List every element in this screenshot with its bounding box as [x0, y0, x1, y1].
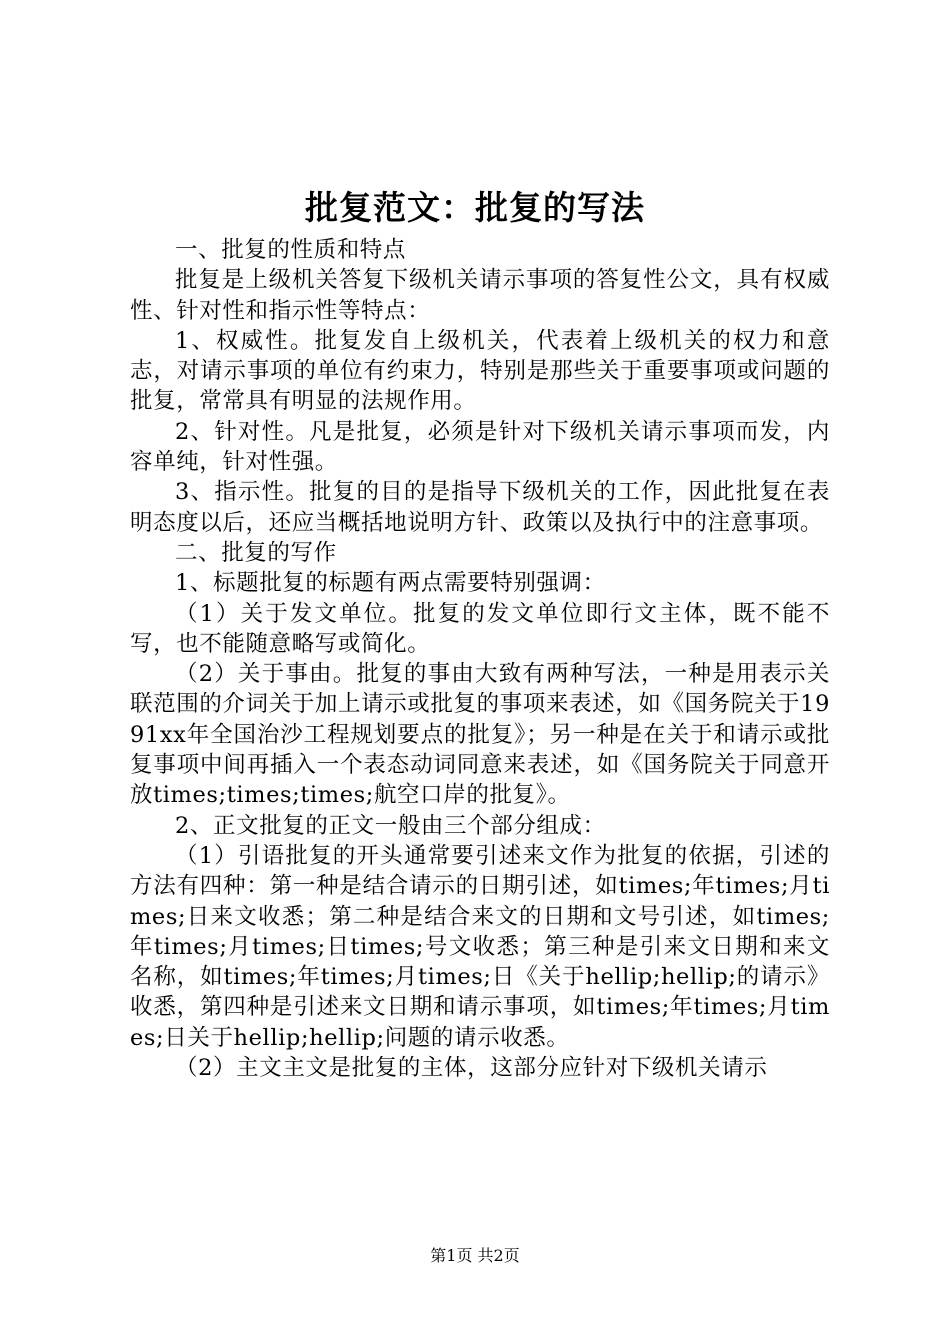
paragraph: （1）关于发文单位。批复的发文单位即行文主体，既不能不写，也不能随意略写或简化。 [130, 600, 830, 657]
paragraph: 批复是上级机关答复下级机关请示事项的答复性公文，具有权威性、针对性和指示性等特点： [130, 267, 830, 324]
paragraph: （2）主文主文是批复的主体，这部分应针对下级机关请示 [175, 1055, 768, 1082]
paragraph: 1、标题批复的标题有两点需要特别强调： [175, 570, 606, 597]
section-heading: 一、批复的性质和特点 [175, 237, 407, 263]
paragraph: 2、针对性。凡是批复，必须是针对下级机关请示事项而发，内容单纯，针对性强。 [130, 418, 830, 476]
paragraph: 2、正文批复的正文一般由三个部分组成： [175, 812, 606, 839]
paragraph: （2）关于事由。批复的事由大致有两种写法，一种是用表示关联范围的介词关于加上请示或批复的事项来表述，如《国务院关于1991xx年全国治沙工程规划要点的批复》；另一种是在关于和请示或批复事项中间再插入一个表态动词同意来表述，如《国务院关于同意开放times;times;times;航空口岸的批复》。 [130, 661, 830, 809]
paragraph: 3、指示性。批复的目的是指导下级机关的工作，因此批复在表明态度以后，还应当概括地说明方针、政策以及执行中的注意事项。 [130, 479, 830, 536]
paragraph: 1、权威性。批复发自上级机关，代表着上级机关的权力和意志，对请示事项的单位有约束力，特别是那些关于重要事项或问题的批复，常常具有明显的法规作用。 [130, 327, 830, 415]
paragraph: （1）引语批复的开头通常要引述来文作为批复的依据，引述的方法有四种：第一种是结合请示的日期引述，如times;年times;月times;日来文收悉；第二种是结合来文的日期和文号引述，如times;年times;月times;日times;号文收悉；第三种是引来文日期和来文名称，如times;年times;月times;日《关于hellip;hellip;的请示》收悉，第四种是引述来文日期和请示事项，如times;年times;月times;日关于hellip;hellip;问题的请示收悉。 [130, 842, 830, 1051]
section-heading: 二、批复的写作 [175, 539, 337, 566]
document-title: 批复范文：批复的写法 [305, 188, 645, 227]
page-number-footer: 第1页 共2页 [430, 1246, 520, 1265]
document-body [130, 235, 830, 1083]
